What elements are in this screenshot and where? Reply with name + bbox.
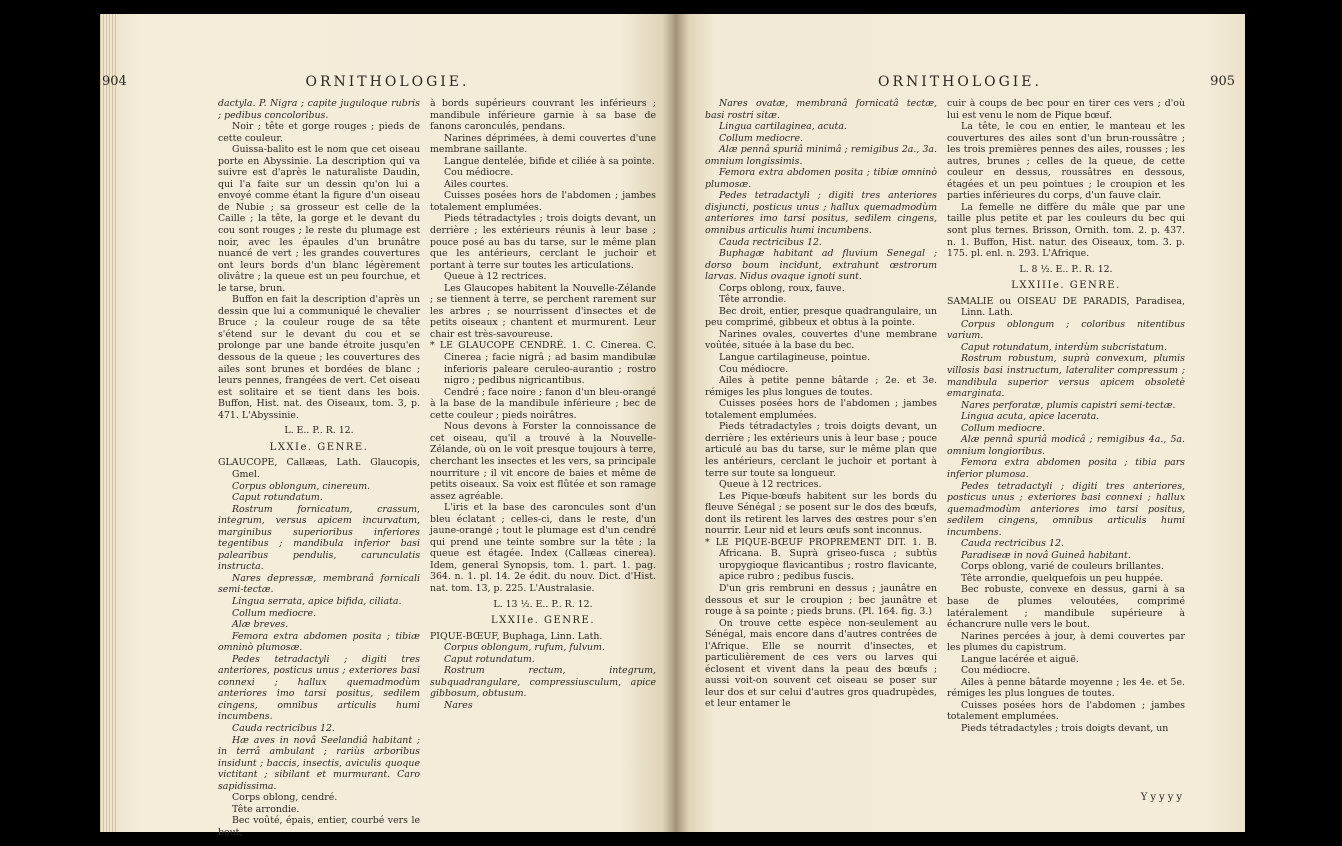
signature-mark: Yyyyy — [1140, 792, 1185, 803]
paragraph: Langue lacérée et aiguë. — [961, 653, 1079, 665]
paragraph: Corps oblong, roux, fauve. — [719, 282, 845, 294]
left-header — [100, 74, 675, 94]
paragraph: Rostrum robustum, suprà convexum, plumis villosis basi instructum, lateraliter compressum ; mandibula superior versus apicem obsoletè emarginata. — [947, 353, 1185, 400]
book-gutter — [663, 14, 689, 832]
paragraph: Cauda rectricibus 12. — [719, 236, 822, 248]
paragraph: La femelle ne diffère du mâle que par une taille plus petite et par les couleurs du bec qui sont plus ternes. Brisson, Ornith. tom. 2. p. 437. n. 1. Buffon, Hist. natur. des Oiseaux, tom. 3. p. 175. pl. enl. n. 293. L'Afrique. — [947, 201, 1185, 260]
paragraph: Pedes tetradactyli ; digiti tres anteriores, posticus unus ; exteriores basi connexi ; hallux quemadmodùm anteriores imo tarsi positus, sedilem cingens, omnibus articulis humi incumbens. — [218, 653, 420, 723]
paragraph: Collum mediocre. — [961, 422, 1046, 434]
paragraph: Corpus oblongum, cinereum. — [232, 480, 371, 492]
paragraph: Rostrum fornicatum, crassum, integrum, versus apicem incurvatum, marginibus superioribus inferiores tegentibus ; mandibula inferior basi palearibus pendulis, carunculatis instructa. — [218, 503, 420, 573]
paragraph: Narines déprimées, à demi couvertes d'une membrane saillante. — [430, 132, 656, 156]
paragraph: Pedes tetradactyli ; digiti tres anteriores, posticus unus ; exteriores basi connexi ; hallux quemadmodùm anteriores imo tarsi positus, sedilem cingens, omnibus articulis humi incumbens. — [947, 480, 1185, 538]
paragraph: Cou médiocre. — [719, 363, 789, 375]
left-page — [100, 14, 675, 838]
paragraph: * LE PIQUE-BŒUF PROPREMENT DIT. 1. B. Africana. B. Suprà griseo-fusca ; subtùs uropygioque flavicantibus ; rostro flavicante, apice rubro ; pedibus fuscis. — [705, 536, 937, 583]
paragraph: Pieds tétradactyles ; trois doigts devant, un derrière ; les extérieurs réunis à leur base ; pouce posé au bas du tarse, sur le même plan que les antérieurs, cerclant le juchoir et portant à terre sur toutes les articulations. — [430, 213, 656, 271]
paragraph: Alæ breves. — [232, 619, 289, 631]
paragraph: LXXIIe. GENRE. — [490, 615, 596, 627]
paragraph: Cou médiocre. — [444, 167, 514, 179]
text-column — [430, 98, 656, 711]
paragraph: Caput rotundatum. — [232, 492, 323, 504]
paragraph: GLAUCOPE, Callæas, Lath. Glaucopis, Gmel. — [218, 457, 420, 480]
paragraph: Lingua serrata, apice bifida, ciliata. — [232, 595, 402, 607]
paragraph: Nares perforatæ, plumis capistri semi-tectæ. — [961, 399, 1176, 411]
paragraph: Tête arrondie. — [719, 294, 787, 306]
paragraph: Bec robuste, convexe en dessus, garni à sa base de plumes veloutées, comprimé latéralement ; mandibule supérieure à échancrure nulle vers le bout. — [947, 584, 1185, 631]
paragraph: Collum mediocre. — [719, 132, 804, 144]
text-column — [705, 98, 937, 710]
paragraph: Alæ pennâ spuriâ minimâ ; remigibus 2a., 3a. omnium longissimis. — [705, 144, 937, 167]
paragraph: Nares — [444, 699, 473, 711]
right-header — [675, 74, 1245, 94]
paragraph: Les Pique-bœufs habitent sur les bords du fleuve Sénégal ; se posent sur le dos des bœufs, dont ils retirent les larves des œstres pour s'en nourrir. Leur nid et leurs œufs sont inconnus. — [705, 490, 937, 537]
running-title: ORNITHOLOGIE. — [305, 74, 470, 90]
paragraph: Guissa-balito est le nom que cet oiseau porte en Abyssinie. La description qui va suivre est d'après le naturaliste Daudin, qui l'a faite sur un dessin qu'on lui a envoyé comme étant la figure d'un oiseau de Nubie ; sa grosseur est celle de la Caille ; la tête, la gorge et le devant du cou sont rouges ; le reste du plumage est noir, avec les épaules d'un brunâtre nuancé de vert ; les grandes couvertures ont leurs bords d'un blanc légèrement olivâtre ; la queue est un peu fourchue, et le tarse, brun. — [218, 144, 420, 294]
paragraph: On trouve cette espèce non-seulement au Sénégal, mais encore dans d'autres contrées de l'Afrique. Elle se nourrit d'insectes, et particulièrement de ces vers ou larves qui éclosent et vivent dans la peau des bœufs ; aussi voit-on souvent cet oiseau se poser sur leur dos et sur celui d'autres gros quadrupèdes, et leur entamer le — [705, 617, 937, 710]
paragraph: Femora extra abdomen posita ; tibiæ omninò plumosæ. — [705, 167, 937, 190]
paragraph: Alæ pennâ spuriâ modicâ ; remigibus 4a., 5a. omnium longioribus. — [947, 434, 1185, 457]
paragraph: Caput rotundatum, interdùm subcristatum. — [961, 341, 1167, 353]
page-number: 905 — [1210, 74, 1235, 89]
page-edge — [100, 14, 118, 832]
paragraph: Ailes à petite penne bâtarde ; 2e. et 3e. rémiges les plus longues de toutes. — [705, 375, 937, 398]
paragraph: Corps oblong, cendré. — [232, 792, 338, 804]
paragraph: LXXIe. GENRE. — [269, 441, 369, 453]
paragraph: Tête arrondie, quelquefois un peu huppée. — [961, 572, 1164, 584]
paragraph: Cuisses posées hors de l'abdomen ; jambes totalement emplumées. — [430, 190, 656, 213]
paragraph: Femora extra abdomen posita ; tibia pars inferior plumosa. — [947, 457, 1185, 480]
paragraph: L'iris et la base des caroncules sont d'un bleu éclatant ; celles-ci, dans le reste, d'un jaune-orangé ; tout le plumage est d'un cendré qui prend une teinte sombre sur la tête ; la queue est étagée. Index (Callæas cinerea). Idem, general Synopsis, tom. 1. part. 1. pag. 364. n. 1. pl. 14. 2e édit. du nouv. Dict. d'Hist. nat. tom. 13, p. 225. L'Australasie. — [430, 502, 656, 594]
paragraph: Cauda rectricibus 12. — [961, 538, 1064, 550]
paragraph: Cendré ; face noire ; fanon d'un bleu-orangé à la base de la mandibule inférieure ; bec de cette couleur ; pieds noirâtres. — [430, 386, 656, 421]
paragraph: Pieds tétradactyles ; trois doigts devant, un derrière ; les extérieurs unis à leur base ; pouce articulé au bas du tarse, sur le même plan que les antérieurs, cerclant le juchoir et portant à terre sur toute sa longueur. — [705, 421, 937, 479]
paragraph: Ailes à penne bâtarde moyenne ; les 4e. et 5e. rémiges les plus longues de toutes. — [947, 676, 1185, 700]
paragraph: Corpus oblongum ; coloribus nitentibus varium. — [947, 318, 1185, 342]
paragraph: Cuisses posées hors de l'abdomen ; jambes totalement emplumées. — [947, 699, 1185, 723]
paragraph: Femora extra abdomen posita ; tibiæ omninò plumosæ. — [218, 630, 420, 654]
paragraph: à bords supérieurs couvrant les inférieurs ; mandibule inférieure garnie à sa base de fanons caronculés, pendans. — [430, 98, 656, 133]
paragraph: Hæ aves in novâ Seelandiâ habitant ; in terrâ ambulant ; rariùs arboribus insidunt ; baccis, insectis, aviculis quoque victitant ; sibilant et murmurant. Caro sapidissima. — [218, 734, 420, 792]
paragraph: cuir à coups de bec pour en tirer ces vers ; d'où lui est venu le nom de Pique bœuf. — [947, 98, 1185, 121]
paragraph: Bec voûté, épais, entier, courbé vers le bout, — [218, 815, 420, 838]
paragraph: Caput rotundatum. — [444, 653, 535, 665]
paragraph: L. E.. P.. R. 12. — [284, 425, 354, 437]
paragraph: Cauda rectricibus 12. — [232, 722, 335, 734]
paragraph: Les Glaucopes habitent la Nouvelle-Zélande ; se tiennent à terre, se perchent rarement sur les arbres ; se nourrissent d'insectes et de petits oiseaux ; chantent et murmurent. Leur chair est très-savoureuse. — [430, 282, 656, 340]
paragraph: Paradiseæ in novâ Guineâ habitant. — [961, 549, 1131, 561]
paragraph: Tête arrondie. — [232, 803, 300, 815]
paragraph: Langue dentelée, bifide et ciliée à sa pointe. — [444, 155, 655, 167]
paragraph: Bec droit, entier, presque quadrangulaire, un peu comprimé, gibbeux et obtus à la pointe. — [705, 305, 937, 329]
text-column — [947, 98, 1185, 735]
paragraph: PIQUE-BŒUF, Buphaga, Linn. Lath. — [430, 630, 603, 642]
paragraph: dactyla. P. Nigra ; capite juguloque rubris ; pedibus concoloribus. — [218, 98, 420, 121]
paragraph: L. 13 ½. E.. P.. R. 12. — [493, 598, 593, 610]
paragraph: Corpus oblongum, rufum, fulvum. — [444, 642, 605, 654]
paragraph: Narines ovales, couvertes d'une membrane voûtée, située à la base du bec. — [705, 328, 937, 352]
paragraph: Cou médiocre. — [961, 665, 1031, 677]
running-title: ORNITHOLOGIE. — [878, 74, 1042, 90]
paragraph: Collum mediocre. — [232, 607, 317, 619]
paragraph: Lingua acuta, apice lacerata. — [961, 411, 1100, 423]
paragraph: Pedes tetradactyli ; digiti tres anteriores disjuncti, posticus unus ; hallux quemadmodùm anteriores imo tarsi positus, sedilem cingens, omnibus articulis humi incumbens. — [705, 190, 937, 237]
paragraph: L. 8 ½. E.. P.. R. 12. — [1019, 263, 1113, 275]
paragraph: Corps oblong, varié de couleurs brillantes. — [961, 561, 1164, 573]
text-column — [218, 98, 420, 838]
paragraph: Rostrum rectum, integrum, subquadrangulare, compressiusculum, apice gibbosum, obtusum. — [430, 665, 656, 700]
paragraph: SAMALIE ou OISEAU DE PARADIS, Paradisea, Linn. Lath. — [947, 295, 1185, 319]
paragraph: D'un gris rembruni en dessus ; jaunâtre en dessous et sur le croupion ; bec jaunâtre et rouge à sa pointe ; pieds bruns. (Pl. 164. fig. 3.) — [705, 582, 937, 618]
paragraph: Cuisses posées hors de l'abdomen ; jambes totalement emplumées. — [705, 398, 937, 421]
paragraph: LXXIIIe. GENRE. — [1011, 280, 1121, 292]
paragraph: Langue cartilagineuse, pointue. — [719, 352, 871, 364]
paragraph: Nares ovatæ, membranâ fornicatâ tectæ, basi rostri sitæ. — [705, 98, 937, 121]
paragraph: Nous devons à Forster la connoissance de cet oiseau, qu'il a trouvé à la Nouvelle-Zélande, où on le voit presque toujours à terre, cherchant les insectes et les vers, sa principale nourriture ; il vit encore de baies et même de petits oiseaux. Sa voix est flûtée et son ramage assez agréable. — [430, 421, 656, 502]
open-book — [100, 14, 1245, 838]
paragraph: Pieds tétradactyles ; trois doigts devant, un — [961, 722, 1169, 734]
right-page — [675, 14, 1245, 832]
paragraph: Buffon en fait la description d'après un dessin que lui a communiqué le chevalier Bruce ; la couleur rouge de sa tête s'étend sur le devant du cou et se prolonge par une bande étroite jusqu'en dessous de la queue ; les couvertures des ailes sont brunes et bordées de blanc ; leurs pennes, frangées de vert. Cet oiseau est solitaire et se tient dans les bois. Buffon, Hist. nat. des Oiseaux, tom. 3, p. 471. L'Abyssinie. — [218, 294, 420, 421]
page-number: 904 — [102, 74, 127, 89]
paragraph: Buphagæ habitant ad fluvium Senegal ; dorso boum incidunt, extrahunt œstrorum larvas. Nidus ovaque ignoti sunt. — [705, 248, 937, 283]
paragraph: Nares depressæ, membranâ fornicali semi-tectæ. — [218, 572, 420, 596]
paragraph: Queue à 12 rectrices. — [719, 479, 822, 491]
paragraph: Noir ; tête et gorge rouges ; pieds de cette couleur. — [218, 121, 420, 144]
paragraph: Lingua cartilaginea, acuta. — [719, 121, 847, 133]
paragraph: Ailes courtes. — [444, 178, 509, 190]
paragraph: La tête, le cou en entier, le manteau et les couvertures des ailes sont d'un brun-roussâtre ; les trois premières pennes des ailes, rousses ; les autres, brunes ; celles de la queue, de cette couleur en dessus, roussâtres en dessous, étagées et un peu pointues ; le croupion et les parties inférieures du corps, d'un fauve clair. — [947, 121, 1185, 202]
paragraph: Narines percées à jour, à demi couvertes par les plumes du capistrum. — [947, 630, 1185, 654]
paragraph: Queue à 12 rectrices. — [444, 271, 547, 283]
paragraph: * LE GLAUCOPE CENDRÉ. 1. C. Cinerea. C. Cinerea ; facie nigrâ ; ad basim mandibulæ inferioris paleare ceruleo-aurantio ; rostro nigro ; pedibus nigricantibus. — [430, 340, 656, 387]
